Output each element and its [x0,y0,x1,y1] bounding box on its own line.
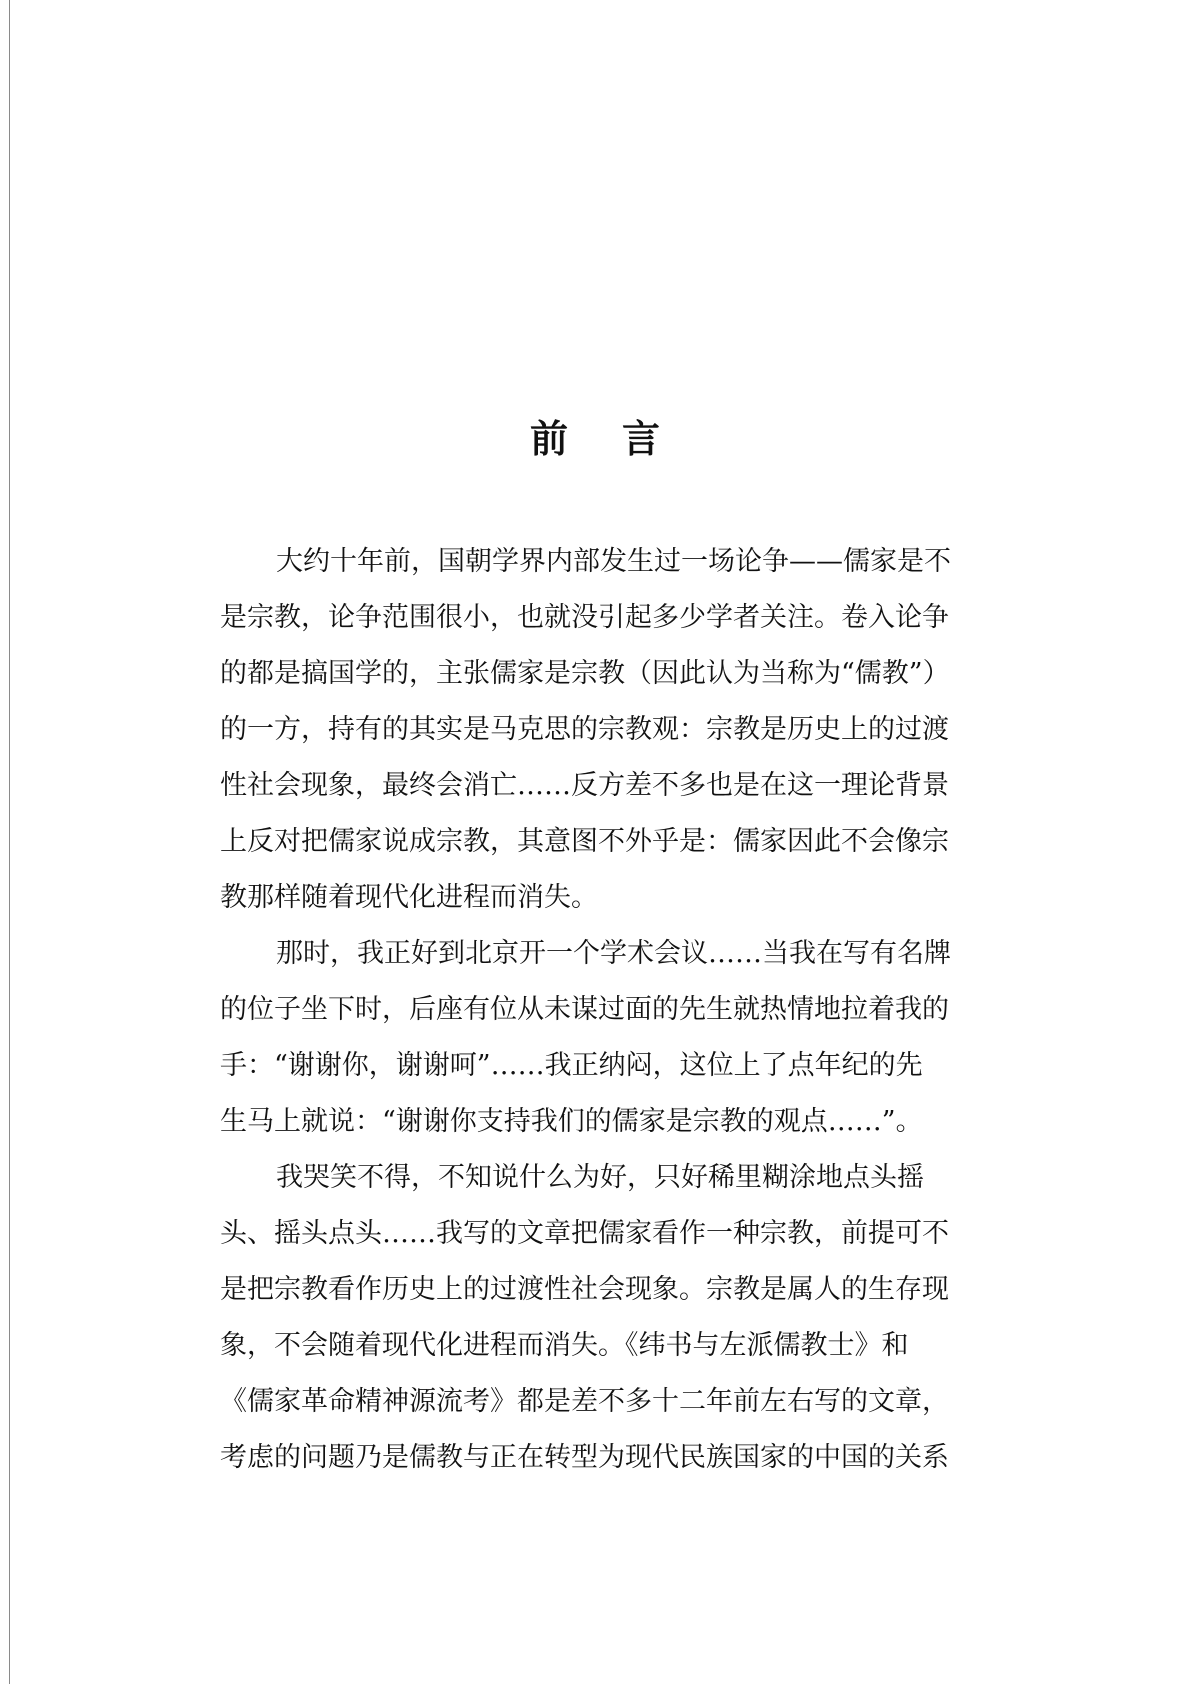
page-edge-line [9,0,10,1684]
text-line: 生马上就说：“谢谢你支持我们的儒家是宗教的观点……”。 [220,1106,923,1137]
text-line: 象，不会随着现代化进程而消失。《纬书与左派儒教士》和 [220,1330,909,1361]
text-line: 的一方，持有的其实是马克思的宗教观：宗教是历史上的过渡 [220,714,949,745]
text-line: 上反对把儒家说成宗教，其意图不外乎是：儒家因此不会像宗 [220,826,949,857]
text-line: 的位子坐下时，后座有位从未谋过面的先生就热情地拉着我的 [220,994,949,1025]
text-line: 手：“谢谢你，谢谢呵”……我正纳闷，这位上了点年纪的先 [220,1050,923,1081]
text-line: 我哭笑不得，不知说什么为好，只好稀里糊涂地点头摇 [276,1162,924,1193]
page-title: 前言 [529,416,714,462]
text-line: 的都是搞国学的，主张儒家是宗教（因此认为当称为“儒教”） [220,658,950,689]
text-line: 头、摇头点头……我写的文章把儒家看作一种宗教，前提可不 [220,1218,949,1249]
text-line: 《儒家革命精神源流考》都是差不多十二年前左右写的文章， [220,1386,949,1417]
text-line: 大约十年前，国朝学界内部发生过一场论争——儒家是不 [276,546,951,577]
body-text [220,534,1040,1486]
text-line: 考虑的问题乃是儒教与正在转型为现代民族国家的中国的关系 [220,1442,949,1473]
text-line: 性社会现象，最终会消亡……反方差不多也是在这一理论背景 [220,770,949,801]
text-line: 是宗教，论争范围很小，也就没引起多少学者关注。卷入论争 [220,602,949,633]
text-line: 教那样随着现代化进程而消失。 [220,882,598,913]
text-line: 那时，我正好到北京开一个学术会议……当我在写有名牌 [276,938,951,969]
text-line: 是把宗教看作历史上的过渡性社会现象。宗教是属人的生存现 [220,1274,949,1305]
